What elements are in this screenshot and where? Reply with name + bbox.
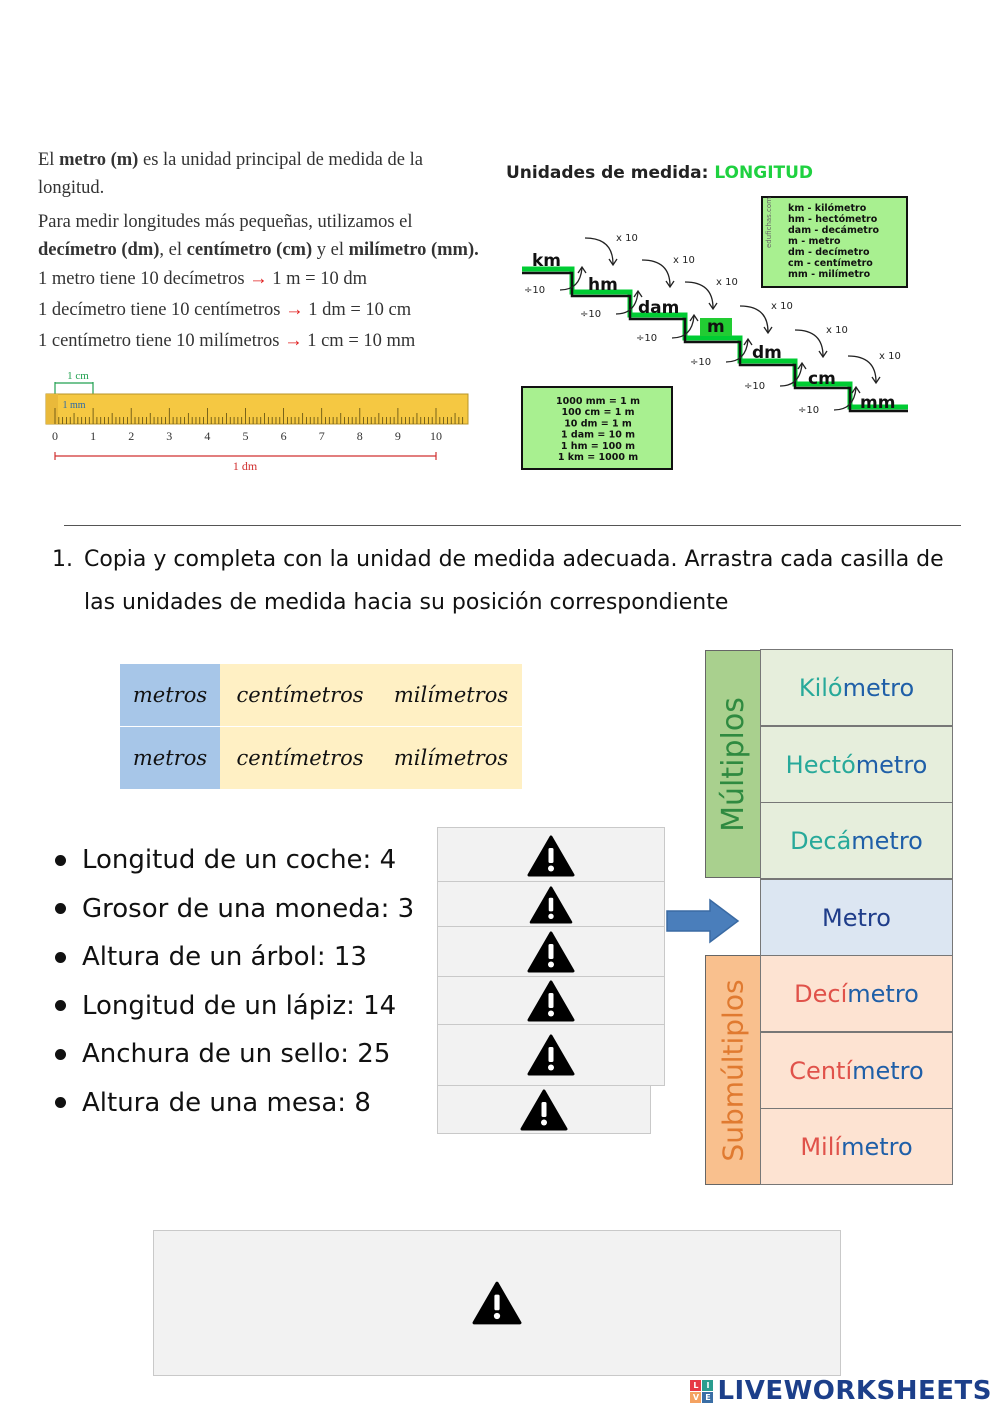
ruler-number: 4	[204, 429, 211, 443]
multiply-label: x 10	[716, 277, 738, 288]
unit-hectometro: Hectó metro	[760, 726, 953, 803]
step-label-dam: dam	[638, 298, 680, 318]
ruler-number: 0	[52, 429, 58, 443]
multiples-side-label: Múltiplos	[705, 650, 761, 878]
length-units-staircase	[500, 152, 940, 482]
divide-label: ÷10	[690, 357, 712, 368]
drop-box-lapiz[interactable]	[437, 976, 665, 1026]
bullet-icon	[55, 903, 66, 914]
multiply-label: x 10	[673, 255, 695, 266]
divide-label: ÷10	[580, 309, 602, 320]
legend-line: dam - decámetro	[788, 225, 880, 236]
chip-centimetros[interactable]: centímetros	[220, 664, 380, 726]
legend-line: dm - decímetro	[788, 247, 870, 258]
measurement-list	[55, 836, 455, 1127]
warning-icon	[529, 886, 573, 924]
ruler-number: 2	[128, 429, 135, 443]
bullet-icon	[55, 1000, 66, 1011]
list-item: Longitud de un coche: 4	[55, 836, 455, 885]
unit-decimetro: Decí metro	[760, 955, 953, 1032]
equivalence-lines	[556, 396, 640, 463]
legend-line: mm - milímetro	[788, 269, 871, 280]
bullet-icon	[55, 1097, 66, 1108]
warning-icon	[527, 931, 575, 973]
list-item: Grosor de una moneda: 3	[55, 885, 455, 934]
mm-label: 1 mm	[62, 400, 86, 411]
legend-line: km - kilómetro	[788, 203, 867, 214]
unit-decametro: Decá metro	[760, 802, 953, 879]
chip-milimetros[interactable]: milímetros	[380, 664, 522, 726]
small-units-paragraph: Para medir longitudes más pequeñas, utilizamos el decímetro (dm), el centímetro (cm) y el milímetro (mm).	[38, 212, 479, 260]
answer-drop-area[interactable]	[153, 1230, 841, 1376]
multiply-arrow	[642, 260, 670, 286]
logo-text: LIVEWORKSHEETS	[717, 1376, 992, 1406]
ruler-numbers	[52, 429, 442, 443]
divide-label: ÷10	[798, 405, 820, 416]
warning-icon	[520, 1089, 568, 1131]
equivalence-line: 1 km = 1000 m	[557, 452, 639, 463]
definition-paragraph: El metro (m) es la unidad principal de medida de la longitud.	[38, 150, 423, 198]
ruler-number: 10	[430, 429, 442, 443]
equivalence-line: 1 metro tiene 10 decímetros → 1 m = 10 dm	[38, 269, 367, 289]
question-number: 1.	[52, 547, 73, 572]
submultiples-side-label: Submúltiplos	[705, 955, 761, 1185]
list-item: Altura de un árbol: 13	[55, 933, 455, 982]
multiply-label: x 10	[771, 301, 793, 312]
step-label-mm: mm	[860, 393, 896, 413]
drop-box-mesa[interactable]	[437, 1085, 651, 1134]
drop-box-sello[interactable]	[437, 1024, 665, 1086]
warning-icon	[527, 835, 575, 877]
multiply-arrow	[740, 306, 768, 332]
equivalence-line: 10 dm = 1 m	[564, 418, 632, 430]
list-item: Anchura de un sello: 25	[55, 1030, 455, 1079]
chip-metros[interactable]: metros	[120, 664, 220, 726]
logo-mark-icon: L I V E	[690, 1380, 713, 1403]
cm-label: 1 cm	[67, 370, 89, 382]
drop-box-moneda[interactable]	[437, 881, 665, 929]
multiply-arrow	[848, 356, 876, 382]
equivalence-line: 1 hm = 100 m	[560, 440, 636, 452]
bullet-icon	[55, 855, 66, 866]
question	[52, 538, 972, 624]
legend-line: m - metro	[788, 236, 841, 247]
drop-box-arbol[interactable]	[437, 926, 665, 978]
list-item: Altura de una mesa: 8	[55, 1079, 455, 1128]
step-label-cm: cm	[808, 369, 836, 389]
ruler-number: 9	[394, 429, 401, 443]
multiply-label: x 10	[826, 325, 848, 336]
equivalence-line: 100 cm = 1 m	[561, 407, 635, 419]
equivalence-line: 1 dam = 10 m	[560, 429, 636, 441]
multiply-label: x 10	[879, 351, 901, 362]
legend-line: cm - centímetro	[788, 258, 873, 269]
ruler-number: 7	[318, 429, 325, 443]
ruler-number: 1	[90, 429, 97, 443]
bullet-icon	[55, 1049, 66, 1060]
step-label-dm: dm	[752, 343, 782, 363]
equivalence-line: 1 centímetro tiene 10 milímetros → 1 cm = 10 mm	[38, 331, 416, 351]
ruler-number: 8	[356, 429, 363, 443]
list-item: Longitud de un lápiz: 14	[55, 982, 455, 1031]
right-arrow-icon	[666, 898, 740, 944]
chip-milimetros[interactable]: milímetros	[380, 727, 522, 789]
divide-label: ÷10	[744, 381, 766, 392]
multiply-arrow	[585, 238, 613, 264]
chip-centimetros[interactable]: centímetros	[220, 727, 380, 789]
ruler-number: 5	[242, 429, 249, 443]
intro-text	[38, 146, 488, 357]
multiply-arrow	[795, 330, 823, 356]
equivalence-line: 1000 mm = 1 m	[556, 396, 640, 407]
step-label-hm: hm	[588, 275, 618, 295]
ruler-number: 6	[280, 429, 287, 443]
question-text: Copia y completa con la unidad de medida adecuada. Arrastra cada casilla de las unidades de medida hacia su posición correspondiente	[84, 547, 944, 615]
warning-icon	[527, 980, 575, 1022]
ruler-number: 3	[166, 429, 173, 443]
step-label-km: km	[532, 251, 562, 271]
chip-metros[interactable]: metros	[120, 727, 220, 789]
liveworksheets-logo[interactable]	[690, 1376, 992, 1406]
unit-kilometro: Kiló metro	[760, 649, 953, 726]
stairs-title: Unidades de medida: LONGITUD	[506, 163, 814, 183]
equivalence-line: 1 decímetro tiene 10 centímetros → 1 dm = 10 cm	[38, 300, 412, 320]
multiply-label: x 10	[616, 233, 638, 244]
separator-line	[64, 525, 961, 526]
credit-text: edufichas.com	[765, 197, 773, 248]
unit-metro: Metro	[760, 879, 953, 956]
unit-centimetro: Centí metro	[760, 1032, 953, 1109]
dm-label: 1 dm	[232, 459, 258, 473]
unit-milimetro: Milí metro	[760, 1108, 953, 1185]
divide-label: ÷10	[636, 333, 658, 344]
ruler-illustration	[40, 362, 480, 482]
drop-box-coche[interactable]	[437, 827, 665, 885]
step-label-m: m	[707, 317, 725, 337]
warning-icon	[472, 1281, 522, 1325]
legend-line: hm - hectómetro	[788, 214, 878, 225]
warning-icon	[527, 1034, 575, 1076]
multiply-arrow	[685, 282, 713, 308]
bullet-icon	[55, 952, 66, 963]
divide-label: ÷10	[524, 285, 546, 296]
